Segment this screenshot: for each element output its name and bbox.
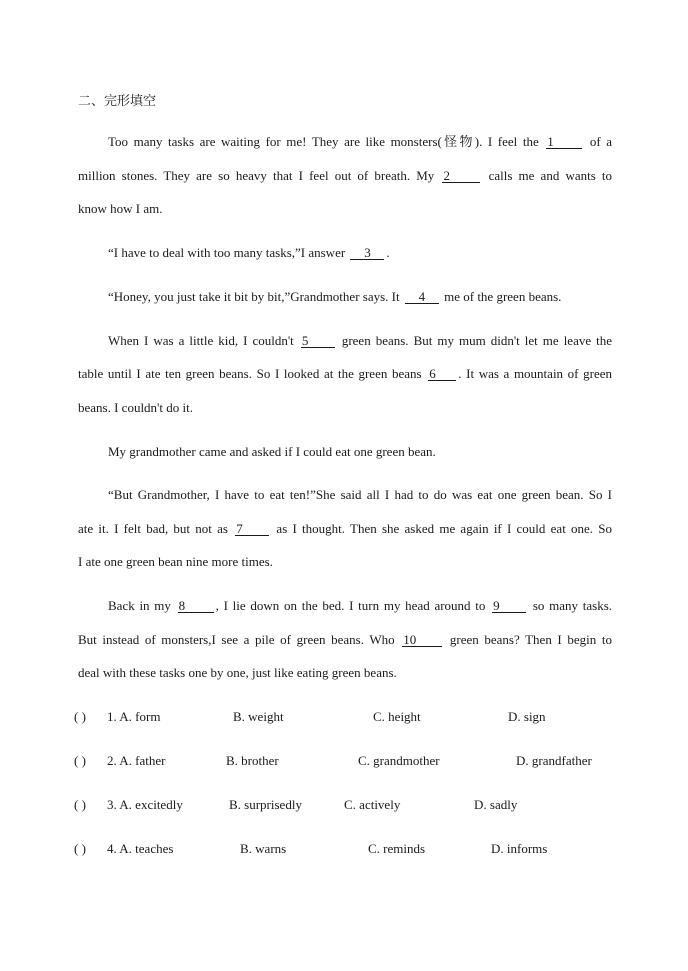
- p1-line3: know how I am.: [78, 201, 163, 216]
- blank-4: 4: [405, 290, 439, 304]
- p5-line1: My grandmother came and asked if I could eat one green bean.: [108, 444, 436, 459]
- p4-line3: beans. I couldn't do it.: [78, 400, 193, 415]
- p6-line2: ate it. I felt bad, but not as 7 as I thought. Then she asked me again if I could eat one. So: [78, 521, 613, 536]
- q2-option-d: D. grandfather: [516, 753, 592, 768]
- blank-3: 3: [350, 246, 384, 260]
- q4-option-b: B. warns: [240, 841, 287, 856]
- q3-option-a: 3. A. excitedly: [107, 797, 183, 812]
- q2-option-a: 2. A. father: [107, 753, 166, 768]
- p4-line2: table until I ate ten green beans. So I looked at the green beans 6 . It was a mountain of green: [78, 366, 613, 381]
- q3-option-c: C. actively: [344, 797, 401, 812]
- p1-line1: Too many tasks are waiting for me! They are like monsters(怪物). I feel the 1 of a: [108, 134, 613, 149]
- q1-option-c: C. height: [373, 709, 421, 724]
- q3-option-b: B. surprisedly: [229, 797, 302, 812]
- q4-option-a: 4. A. teaches: [107, 841, 174, 856]
- answer-bracket-2[interactable]: ( ): [74, 753, 86, 768]
- p6-line1: “But Grandmother, I have to eat ten!”She said all I had to do was eat one green bean. So I: [108, 487, 612, 502]
- p6-line3: I ate one green bean nine more times.: [78, 554, 273, 569]
- blank-8: 8: [178, 599, 214, 613]
- p7-line3: deal with these tasks one by one, just like eating green beans.: [78, 665, 397, 680]
- blank-9: 9: [492, 599, 526, 613]
- answer-bracket-3[interactable]: ( ): [74, 797, 86, 812]
- blank-5: 5: [301, 334, 335, 348]
- answer-bracket-4[interactable]: ( ): [74, 841, 86, 856]
- blank-6: 6: [428, 367, 456, 381]
- answer-bracket-1[interactable]: ( ): [74, 709, 86, 724]
- blank-2: 2: [442, 169, 480, 183]
- blank-7: 7: [235, 522, 269, 536]
- p7-line2: But instead of monsters,I see a pile of green beans. Who 10 green beans? Then I begin to: [78, 632, 612, 647]
- q4-option-c: C. reminds: [368, 841, 426, 856]
- blank-10: 10: [402, 633, 442, 647]
- q1-option-a: 1. A. form: [107, 709, 161, 724]
- p7-line1: Back in my 8 , I lie down on the bed. I turn my head around to 9 so many tasks.: [108, 598, 613, 613]
- p1-line2: million stones. They are so heavy that I feel out of breath. My 2 calls me and wants to: [78, 168, 613, 183]
- section-heading: 二、完形填空: [78, 94, 157, 109]
- p4-line1: When I was a little kid, I couldn't 5 green beans. But my mum didn't let me leave the: [108, 333, 613, 348]
- q3-option-d: D. sadly: [474, 797, 518, 812]
- q2-option-b: B. brother: [226, 753, 279, 768]
- blank-1: 1: [546, 135, 582, 149]
- p2-line1: “I have to deal with too many tasks,”I answer 3 .: [108, 245, 390, 260]
- q4-option-d: D. informs: [491, 841, 548, 856]
- q2-option-c: C. grandmother: [358, 753, 440, 768]
- p3-line1: “Honey, you just take it bit by bit,”Grandmother says. It 4 me of the green beans.: [108, 289, 562, 304]
- q1-option-d: D. sign: [508, 709, 546, 724]
- q1-option-b: B. weight: [233, 709, 284, 724]
